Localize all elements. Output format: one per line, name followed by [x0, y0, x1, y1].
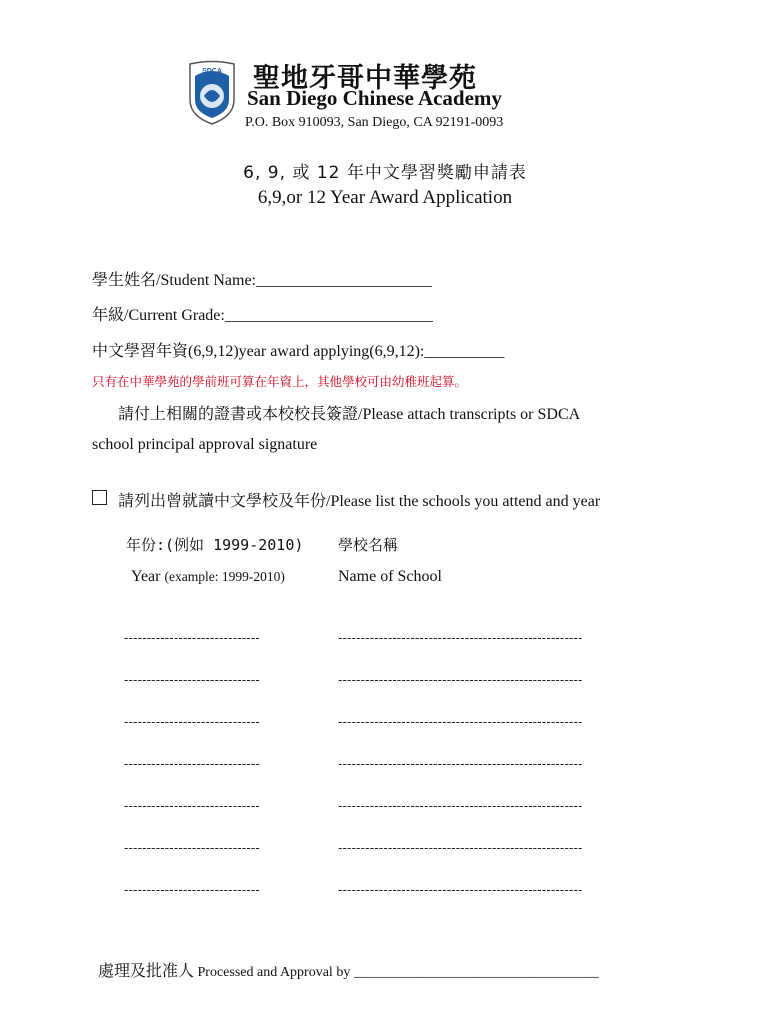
school-header-en: Name of School [338, 568, 442, 585]
award-applying-field[interactable]: 中文學習年資(6,9,12)year award applying(6,9,12):__________ [92, 343, 505, 360]
school-list-prompt: 請列出曾就讀中文學校及年份/Please list the schools you attend and year [118, 493, 601, 510]
form-title-zh: 6, 9, 或 12 年中文學習獎勵申請表 [243, 163, 527, 183]
school-entry-line[interactable]: ------------------------------------------------------ [338, 882, 583, 897]
year-header-zh: 年份:(例如 1999-2010) [126, 536, 304, 554]
academy-name-en: San Diego Chinese Academy [247, 86, 502, 110]
preschool-note: 只有在中華學苑的學前班可算在年資上，其他學校可由幼稚班起算。 [92, 375, 468, 389]
approval-label-en: Processed and Approval by ___________________________________ [194, 965, 599, 980]
attach-instruction-line2: school principal approval signature [92, 436, 318, 453]
current-grade-field[interactable]: 年級/Current Grade:__________________________ [92, 307, 433, 324]
school-entry-line[interactable]: ------------------------------------------------------ [338, 714, 583, 729]
year-entry-line[interactable]: ------------------------------ [124, 840, 260, 855]
year-entry-line[interactable]: ------------------------------ [124, 756, 260, 771]
year-entry-line[interactable]: ------------------------------ [124, 630, 260, 645]
form-title-en: 6,9,or 12 Year Award Application [257, 187, 513, 208]
academy-address: P.O. Box 910093, San Diego, CA 92191-0093 [245, 115, 504, 130]
school-entry-line[interactable]: ------------------------------------------------------ [338, 630, 583, 645]
student-name-field[interactable]: 學生姓名/Student Name:______________________ [92, 272, 432, 289]
approval-label-zh: 處理及批准人 [98, 963, 195, 980]
year-header-en-example: (example: 1999-2010) [164, 569, 285, 584]
year-header-en-main: Year [131, 568, 165, 585]
year-entry-line[interactable]: ------------------------------ [124, 714, 260, 729]
year-header-en [131, 568, 285, 586]
year-entry-line[interactable]: ------------------------------ [124, 672, 260, 687]
school-header-zh: 學校名稱 [338, 538, 399, 554]
school-entry-line[interactable]: ------------------------------------------------------ [338, 840, 583, 855]
school-entry-line[interactable]: ------------------------------------------------------ [338, 672, 583, 687]
logo-text: SDCA [202, 68, 222, 75]
school-entry-line[interactable]: ------------------------------------------------------ [338, 756, 583, 771]
academy-name-zh: 聖地牙哥中華學苑 [253, 63, 477, 94]
school-list-checkbox[interactable] [92, 490, 107, 505]
year-entry-line[interactable]: ------------------------------ [124, 882, 260, 897]
school-entry-line[interactable]: ------------------------------------------------------ [338, 798, 583, 813]
approval-signature-line[interactable] [98, 958, 599, 981]
year-entry-line[interactable]: ------------------------------ [124, 798, 260, 813]
attach-instruction-line1: 請付上相關的證書或本校校長簽證/Please attach transcripts or SDCA [118, 406, 581, 423]
sdca-logo [187, 60, 237, 126]
